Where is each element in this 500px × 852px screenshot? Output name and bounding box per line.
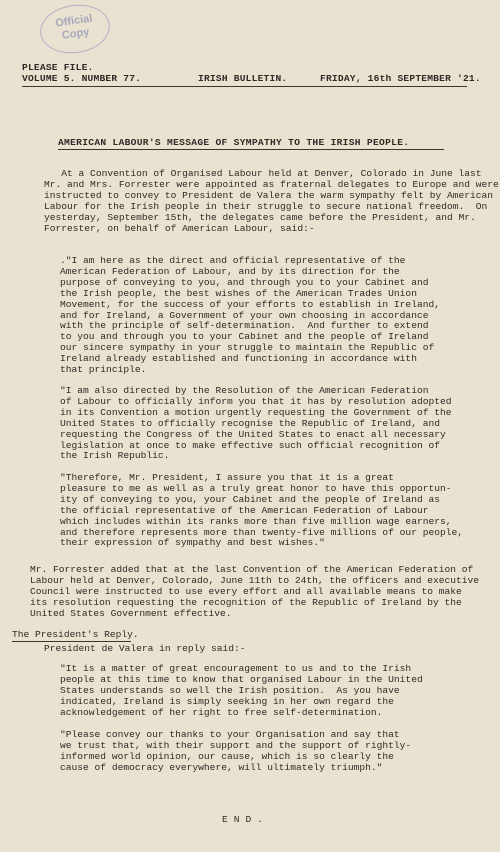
reply-quote-2: "Please convey our thanks to your Organisation and say that we trust that, with their support and the support of rightly- informed world opinion, our cause, which is so clearly the cause of democracy everywhere, will ultimately triumph." xyxy=(60,729,412,773)
end-marker: END. xyxy=(222,814,270,825)
forrester-paragraph: Mr. Forrester added that at the last Convention of the American Federation of Labour held at Denver, Colorado, June 11th to 24th, the officers and executive Council were instructed to use every effort and all available means to make its resolution requesting the recognition of the Republic of Ireland by the United States Government effective. xyxy=(30,564,480,619)
quote-paragraph-1: ."I am here as the direct and official representative of the American Federation of Labour, and by its direction for the purpose of conveying to you, and through you to your Cabinet and the Irish people, the best wishes of the American Trades Union Movement, for the success of your efforts to establish in Ireland, and for Ireland, a Government of your own choosing in accordance with the principle of self-determination. And further to extend to you and through you to your Cabinet and the people of Ireland our sincere sympathy in your struggle to maintain the Republic of Ireland already established and functioning in accordance with that principle. xyxy=(60,255,440,376)
section-heading-reply: The President's Reply. xyxy=(12,629,139,640)
publication-name: IRISH BULLETIN. xyxy=(198,73,288,84)
issue-date: FRIDAY, 16th SEPTEMBER '21. xyxy=(320,73,481,84)
filing-note: PLEASE FILE. xyxy=(22,62,94,73)
header-rule xyxy=(22,86,467,87)
title-underline xyxy=(58,149,444,150)
quote-paragraph-3: "Therefore, Mr. President, I assure you that it is a great pleasure to me as well as a truly great honor to have this opportun- ity of conveying to you, your Cabinet and the people of Ireland as the official representative of the American Federation of Labour which includes within its ranks more than five million wage earners, and therefore represents more than twenty-five millions of our people, their expression of sympathy and best wishes." xyxy=(60,472,464,549)
reply-heading-underline xyxy=(12,641,131,642)
reply-quote-1: "It is a matter of great encouragement to us and to the Irish people at this time to know that organised Labour in the United States understands so well the Irish position. As you have indicated, Ireland is simply seeking in her own regard the acknowledgement of her right to free self-determination. xyxy=(60,663,423,718)
volume-line: VOLUME 5. NUMBER 77. xyxy=(22,73,142,84)
official-stamp: Official Copy xyxy=(37,0,113,57)
reply-intro: President de Valera in reply said:- xyxy=(44,643,246,654)
quote-paragraph-2: "I am also directed by the Resolution of the American Federation of Labour to officially inform you that it has by resolution adopted in its Convention a motion urgently requesting the Government of the United States to officially recognise the Republic of Ireland, and requesting the Congress of the United States to enact all necessary legislation at once to make effective such official recognition of the Irish Republic. xyxy=(60,385,452,462)
article-title: AMERICAN LABOUR'S MESSAGE OF SYMPATHY TO THE IRISH PEOPLE. xyxy=(58,137,410,148)
intro-paragraph: At a Convention of Organised Labour held at Denver, Colorado in June last Mr. and Mrs. Forrester were appointed as fraternal delegates to Europe and were instructed to convey to President de Valera the warm sympathy felt by American Labour for the Irish people in their struggle to secure national freedom. On yesterday, September 15th, the delegates came before the President, and Mr. Forrester, on behalf of American Labour, said:- xyxy=(44,168,499,234)
